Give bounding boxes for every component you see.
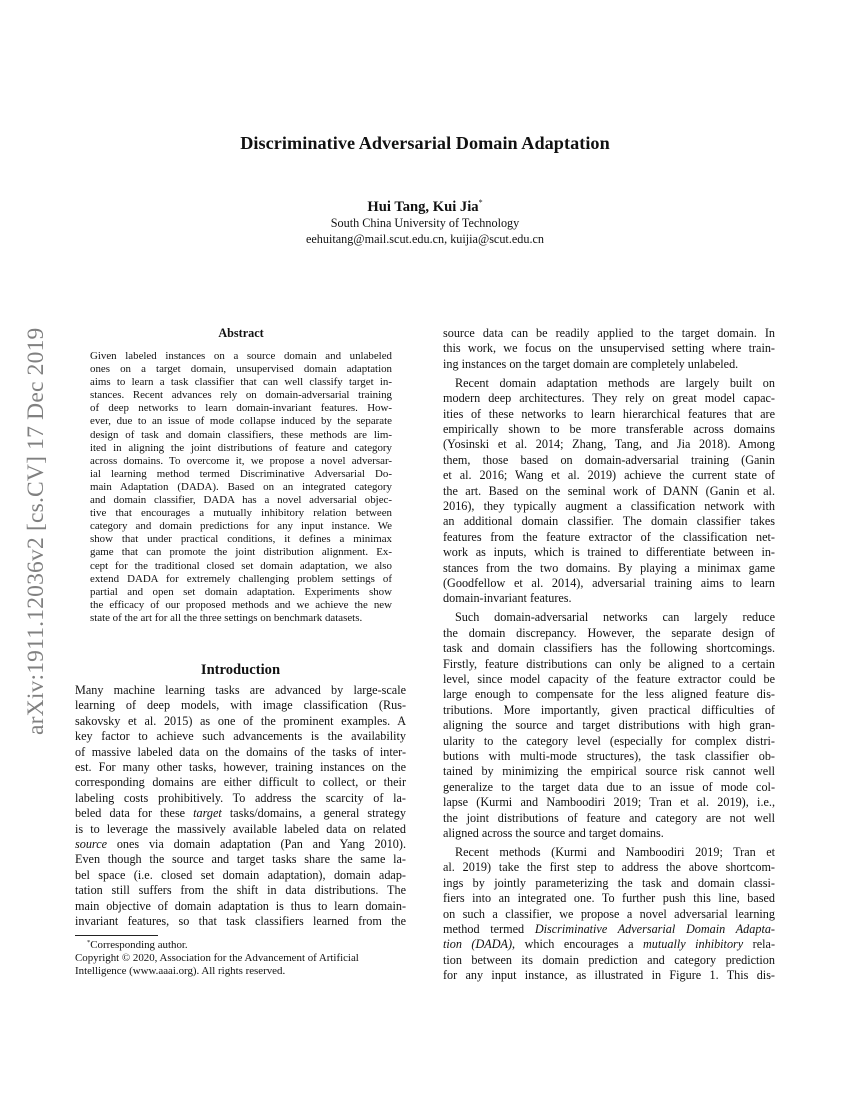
text-line: ularity to the category level (especially for complex distri- (443, 733, 775, 748)
text-line: aligned across the source and target domains. (443, 826, 664, 840)
text-line: domain-invariant features. (443, 591, 572, 606)
paper-authors (0, 198, 850, 216)
text-line: Recent methods (Kurmi and Namboodiri 2019; Tran et (455, 844, 775, 859)
text-line: lapse (Kurmi and Namboodiri 2019; Tran et al. 2019), i.e., (443, 795, 775, 810)
text-line: of massive labeled data on the domains of the tasks of inter- (75, 744, 406, 759)
text-line: them, those based on domain-adversarial training (Ganin (443, 452, 775, 467)
text-line: ited in aligning the joint distributions of feature and category (90, 441, 392, 454)
text-line: est. For many other tasks, however, training instances on the (75, 760, 406, 775)
text-line: level, since model capacity of the feature extractor could be (443, 671, 775, 686)
arxiv-stamp: arXiv:1911.12036v2 [cs.CV] 17 Dec 2019 (23, 327, 49, 735)
text-line: fiers into an integrated one. To further push this line, based (443, 891, 775, 906)
text-line: method termed Discriminative Adversarial Domain Adapta- (443, 921, 775, 936)
introduction-body (75, 683, 406, 930)
text-line: Firstly, feature distributions can only be aligned to a certain (443, 656, 775, 671)
text-line: Such domain-adversarial networks can largely reduce (455, 610, 775, 625)
text-line: corresponding domains are either difficult to collect, or their (75, 775, 406, 790)
text-line: for any input instance, as illustrated in Figure 1. This dis- (443, 968, 775, 983)
emphasis-text: Discriminative Adversarial Domain Adapta- (534, 921, 775, 936)
paragraph (443, 376, 775, 607)
author-emails: eehuitang@mail.scut.edu.cn, kuijia@scut.edu.cn (305, 232, 545, 246)
text-line: work as inputs, which is trained to differentiate between in- (443, 545, 775, 560)
text-line: beled data for these target tasks/domains, a general strategy (75, 806, 406, 821)
text-line: aims to learn a task classifier that can well classify target in- (90, 376, 392, 389)
text-line: is to leverage the massively available labeled data on related (75, 821, 406, 836)
introduction-heading: Introduction (200, 662, 281, 678)
copyright-line: Copyright © 2020, Association for the Advancement of Artificial (75, 952, 359, 965)
text-line: tive that encourages a mutually inhibitory relation between (90, 507, 392, 520)
author-affiliation-block (0, 215, 850, 247)
text-line: tained by minimizing the empirical source risk cannot well (443, 764, 775, 779)
text-line: main Adaptation (DADA). Based on an integrated category (90, 480, 392, 493)
text-line: (Goodfellow et al. 2014), adversarial training aims to learn (443, 576, 775, 590)
emphasis-text: mutually inhibitory (643, 937, 744, 952)
paragraph (443, 610, 775, 841)
text-line: and domain classifier, DADA has a novel adversarial objec- (90, 494, 392, 507)
right-column (443, 326, 775, 987)
text-line: ities of these networks to learn hierarchical features that are (443, 406, 775, 421)
text-line: ones on a target domain, unsupervised domain adaptation (90, 363, 392, 376)
text-line: butions with multi-mode structures), the task classifier ob- (443, 748, 775, 763)
text-line: bel space (i.e. closed set domain adaptation), domain adap- (75, 867, 406, 882)
text-line: ing instances on the target domain are completely unlabeled. (443, 356, 739, 371)
text-line: ial learning method termed Discriminative Adversarial Do- (90, 467, 392, 480)
emphasis-text: source (75, 837, 108, 852)
text-line: Given labeled instances on a source domain and unlabeled (90, 350, 392, 362)
affiliation: South China University of Technology (330, 216, 520, 230)
text-line: design of task and domain classifiers, these methods are lim- (90, 428, 392, 441)
text-line: (Yosinski et al. 2014; Zhang, Tang, and Jia 2018). Among (443, 437, 775, 452)
text-line: game that can promote the joint distribution alignment. Ex- (90, 546, 392, 559)
text-line: Even though the source and target tasks share the same la- (75, 852, 406, 867)
copyright-line: Intelligence (www.aaai.org). All rights reserved. (75, 965, 286, 978)
text-line: tion between its domain prediction and category prediction (443, 952, 775, 967)
corresponding-author-mark: * (478, 198, 483, 207)
text-line: 2016), they typically augment a classification network with (443, 498, 775, 513)
text-line: the efficacy of our proposed methods and we achieve the new (90, 598, 392, 611)
emphasis-text: tion (DADA) (443, 937, 513, 952)
text-line: stances from the two domains. By playing a minimax game (443, 560, 775, 575)
text-line: generalize to the target data due to an issue of mode col- (443, 779, 775, 794)
text-line: tion (DADA), which encourages a mutually inhibitory rela- (443, 937, 775, 952)
text-line: key factor to achieve such advancements is the availability (75, 729, 406, 744)
text-line: learning of deep models, with image classification (Rus- (75, 698, 406, 713)
text-line: the domain discrepancy. However, the separate design of (443, 625, 775, 640)
text-line: ever, due to an issue of mode collapse induced by the separate (90, 415, 392, 428)
text-line: large enough to compensate for the less aligned feature dis- (443, 687, 775, 702)
text-line: Recent domain adaptation methods are largely built on (455, 375, 775, 390)
text-line: labeling costs prohibitively. To address the scarcity of la- (75, 790, 406, 805)
abstract-body (90, 350, 392, 625)
text-line: source data can be readily applied to the target domain. In (443, 326, 775, 340)
text-line: partial and open set domain adaptation. Experiments show (90, 585, 392, 598)
text-line: across domains. To overcome it, we propose a novel adversar- (90, 454, 392, 467)
text-line: empirically shown to be more transferable across domains (443, 421, 775, 436)
paragraph (443, 326, 775, 372)
text-line: category and domain predictions for any input instance. We (90, 520, 392, 533)
text-line: on such a classifier, we propose a novel adversarial learning (443, 906, 775, 921)
author-names: Hui Tang, Kui Jia (367, 199, 479, 215)
text-line: cept for the traditional closed set domain adaptation, we also (90, 559, 392, 572)
text-line: the joint distributions of feature and category are not well (443, 810, 775, 825)
text-line: of deep networks to learn domain-invariant features. How- (90, 402, 392, 415)
abstract-heading: Abstract (218, 326, 264, 340)
text-line: tation still suffers from the shift in data distributions. The (75, 883, 406, 898)
text-line: show that under practical conditions, it defines a minimax (90, 533, 392, 546)
paragraph (443, 845, 775, 984)
footnote-mark: * (87, 939, 91, 946)
text-line: an additional domain classifier. The domain classifier takes (443, 514, 775, 529)
text-line: task and domain classifiers has the following shortcomings. (443, 641, 775, 656)
footnote-block (75, 936, 406, 979)
text-line: aligning the source and target distributions with high gran- (443, 718, 775, 733)
text-line: al. 2019) take the first step to address the above shortcom- (443, 860, 775, 875)
corresponding-author-footnote: *Corresponding author. (87, 939, 188, 951)
text-line: source ones via domain adaptation (Pan and Yang 2010). (75, 837, 406, 852)
text-line: stances. Recent advances rely on domain-adversarial training (90, 389, 392, 402)
text-line: state of the art for all the three settings on benchmark datasets. (90, 611, 363, 624)
text-line: modern deep architectures. They rely on great model capac- (443, 391, 775, 406)
text-line: main objective of domain adaptation is thus to learn domain- (75, 898, 406, 913)
text-line: tributions. More importantly, given practical difficulties of (443, 702, 775, 717)
text-line: Many machine learning tasks are advanced by large-scale (75, 683, 406, 697)
paper-title: Discriminative Adversarial Domain Adaptation (240, 133, 610, 153)
text-line: this work, we focus on the unsupervised setting where train- (443, 341, 775, 356)
text-line: et al. 2016; Wang et al. 2019) achieve the current state of (443, 468, 775, 483)
text-line: features from the feature extractor of the classification net- (443, 529, 775, 544)
text-line: extend DADA for extremely challenging problem settings of (90, 572, 392, 585)
text-line: the art. Based on the seminal work of DANN (Ganin et al. (443, 483, 775, 498)
text-line: invariant features, so that task classifiers learned from the (75, 914, 406, 929)
text-line: ings by jointly parameterizing the task and domain classi- (443, 875, 775, 890)
emphasis-text: target (193, 806, 222, 821)
text-line: sakovsky et al. 2015) as one of the prominent examples. A (75, 713, 406, 728)
